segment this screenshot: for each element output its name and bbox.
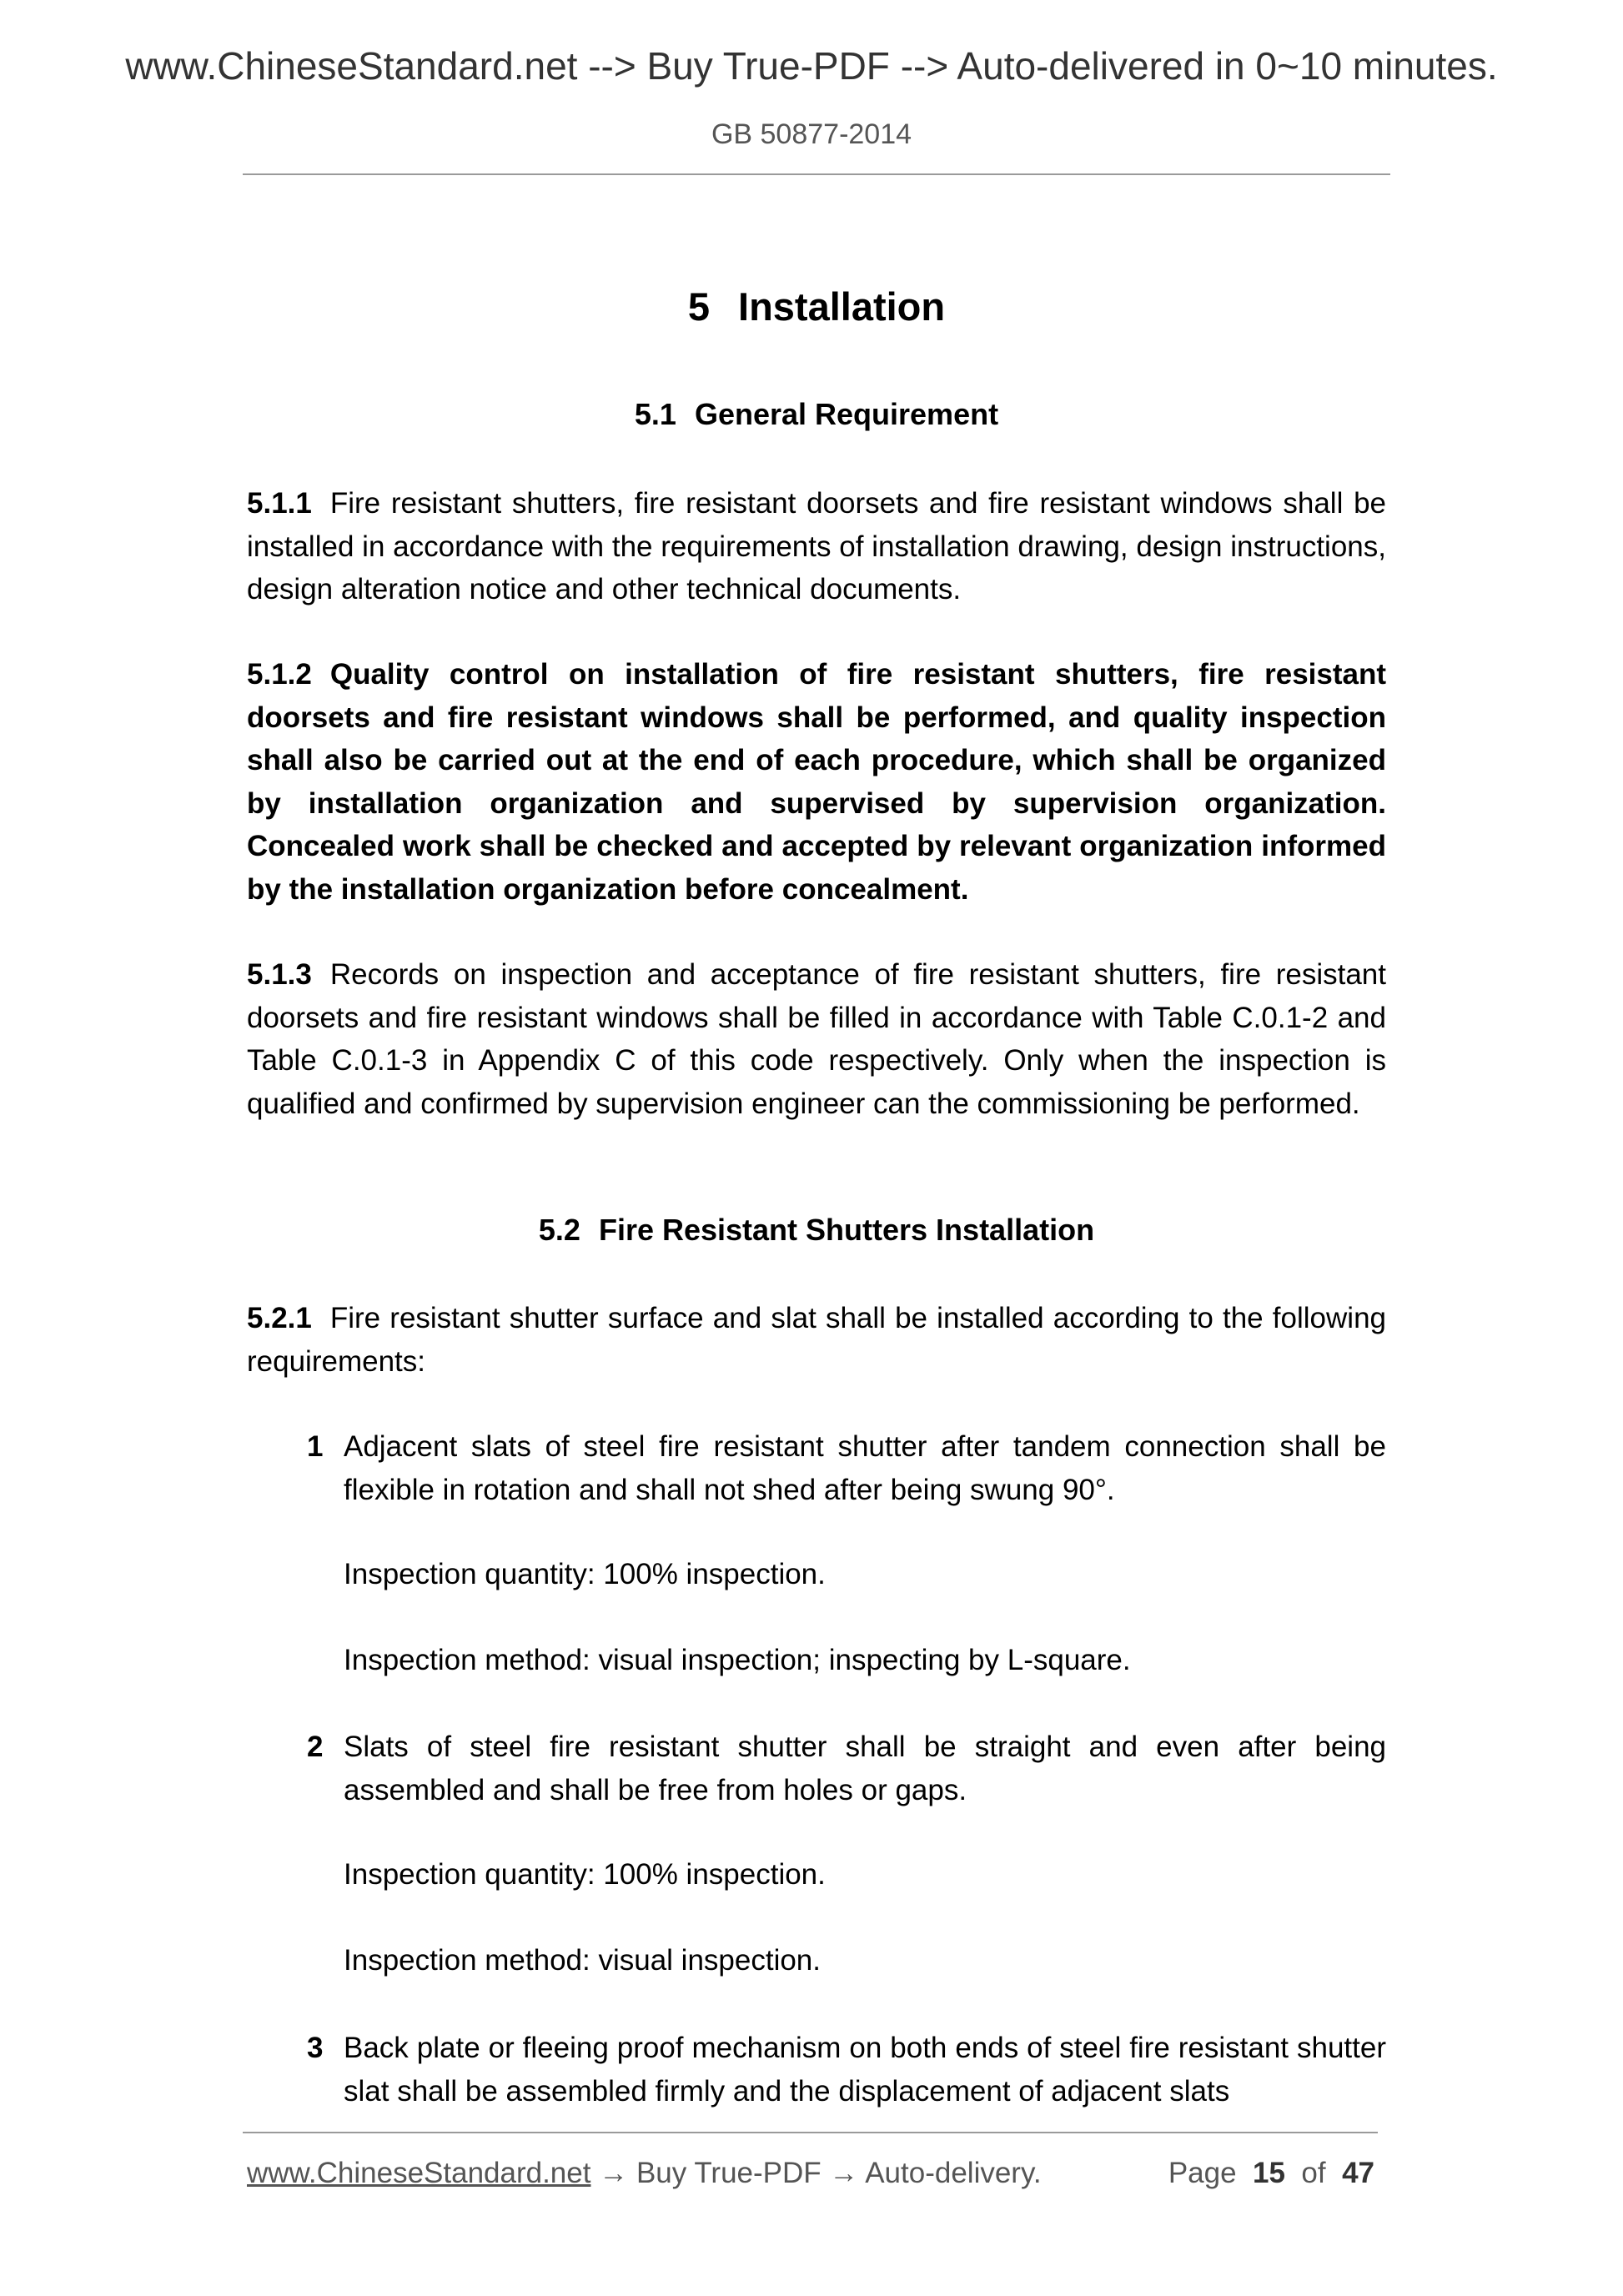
item-number: 1 — [307, 1430, 324, 1463]
item-text: Adjacent slats of steel fire resistant shutter after tandem connection shall be flexible in rotation and shall not shed after being swung 90°. — [344, 1430, 1386, 1506]
footer-left — [247, 2157, 1042, 2190]
clause-number: 5.1.1 — [247, 487, 312, 520]
section-title: Fire Resistant Shutters Installation — [598, 1213, 1095, 1247]
clause-5-1-1 — [247, 482, 1386, 611]
section-heading-5-2 — [247, 1213, 1386, 1248]
item-number: 3 — [307, 2032, 324, 2064]
chapter-number: 5 — [687, 284, 711, 329]
top-banner: www.ChineseStandard.net --> Buy True-PDF --> Auto-delivered in 0~10 minutes. — [125, 44, 1498, 88]
clause-5-1-2 — [247, 653, 1386, 911]
of-label: of — [1301, 2157, 1326, 2189]
inspection-method-2: Inspection method: visual inspection. — [344, 1944, 821, 1977]
section-heading-5-1 — [247, 397, 1386, 432]
page-number — [1168, 2157, 1374, 2190]
section-number: 5.2 — [538, 1213, 580, 1247]
footer-divider — [243, 2132, 1378, 2133]
arrow-icon: → — [599, 2157, 629, 2189]
section-number: 5.1 — [634, 397, 676, 431]
clause-text: Fire resistant shutter surface and slat shall be installed according to the following requirements: — [247, 1302, 1386, 1378]
footer-site-link[interactable]: www.ChineseStandard.net — [247, 2157, 591, 2189]
standard-code: GB 50877-2014 — [711, 118, 912, 150]
item-text: Back plate or fleeing proof mechanism on both ends of steel fire resistant shutter slat shall be assembled firmly and the displacement of adjacent slats — [344, 2032, 1386, 2108]
chapter-title: Installation — [738, 284, 946, 329]
item-text: Slats of steel fire resistant shutter shall be straight and even after being assembled and shall be free from holes or gaps. — [344, 1731, 1386, 1806]
header-divider — [243, 173, 1390, 175]
clause-number: 5.1.3 — [247, 958, 312, 991]
footer-delivery-text: Auto-delivery. — [865, 2157, 1042, 2189]
clause-text: Fire resistant shutters, fire resistant doorsets and fire resistant windows shall be installed in accordance with the requirements of installation drawing, design instructions, design alteration notice and other technical documents. — [247, 487, 1386, 605]
clause-number: 5.1.2 — [247, 658, 312, 691]
clause-text: Quality control on installation of fire resistant shutters, fire resistant doorsets and fire resistant windows shall be performed, and quality inspection shall also be carried out at the end of each procedure, which shall be organized by installation organization and supervised by supervision organization. Concealed work shall be checked and accepted by relevant organization informed by the installation organization before concealment. — [247, 658, 1386, 906]
inspection-method-1: Inspection method: visual inspection; inspecting by L-square. — [344, 1644, 1131, 1676]
total-pages: 47 — [1342, 2157, 1374, 2189]
page-label: Page — [1168, 2157, 1237, 2189]
clause-text: Records on inspection and acceptance of fire resistant shutters, fire resistant doorsets and fire resistant windows shall be filled in accordance with Table C.0.1-2 and Table C.0.1-3 in Appendix C of this code respectively. Only when the inspection is qualified and confirmed by supervision engineer can the commissioning be performed. — [247, 958, 1386, 1120]
chapter-heading — [247, 284, 1386, 329]
clause-5-2-1 — [247, 1297, 1386, 1383]
item-number: 2 — [307, 1731, 324, 1763]
list-item-2 — [307, 1726, 1386, 1811]
inspection-quantity-2: Inspection quantity: 100% inspection. — [344, 1858, 826, 1891]
list-item-3 — [307, 2027, 1386, 2113]
clause-5-1-3 — [247, 953, 1386, 1125]
current-page: 15 — [1253, 2157, 1285, 2189]
list-item-1 — [307, 1425, 1386, 1511]
arrow-icon: → — [829, 2157, 859, 2189]
inspection-quantity-1: Inspection quantity: 100% inspection. — [344, 1558, 826, 1590]
footer-buy-text: Buy True-PDF — [636, 2157, 822, 2189]
section-title: General Requirement — [694, 397, 999, 431]
clause-number: 5.2.1 — [247, 1302, 312, 1334]
